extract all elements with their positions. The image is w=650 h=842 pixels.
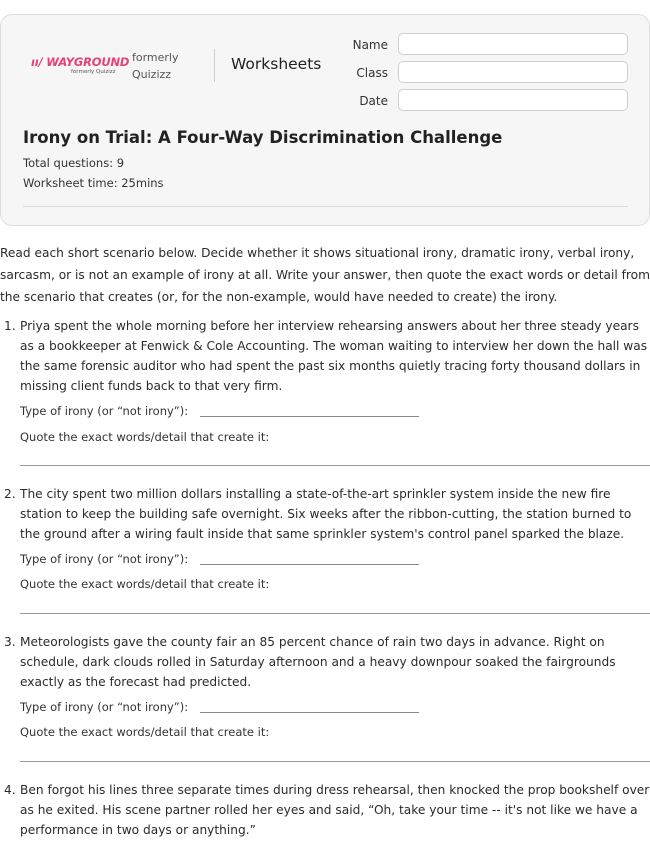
class-field[interactable] [398,61,628,83]
worksheet-header [0,14,650,226]
question-text: Priya spent the whole morning before her interview rehearsing answers about her three steady years as a bookkeeper at Fenwick & Cole Accounting. The woman waiting to interview her down the hall was the same forensic auditor who had spent the past six months quietly tracing forty thousand dollars in missing client funds back to that very firm. [20,319,648,393]
header-divider [214,49,215,82]
name-label: Name [352,38,388,52]
type-prompt: Type of irony (or “not irony”): [20,552,189,566]
quote-prompt: Quote the exact words/detail that create it: [20,577,270,591]
type-prompt: Type of irony (or “not irony”): [20,404,189,418]
type-answer-line[interactable] [200,564,419,565]
worksheet-title: Irony on Trial: A Four-Way Discrimination Challenge [23,128,503,147]
worksheet-time: Worksheet time: 25mins [23,176,164,190]
instructions-text: Read each short scenario below. Decide whether it shows situational irony, dramatic irony, verbal irony, sarcasm, or is not an example of irony at all. Write your answer, then quote the exact words or detail from the scenario that creates (or, for the non-example, would have needed to create) the irony. [0,246,650,304]
question-number: 1. [4,319,16,333]
question-text: Meteorologists gave the county fair an 85 percent chance of rain two days in advance. Right on schedule, dark clouds rolled in Saturday afternoon and a heavy downpour soaked the fairgrounds exactly as the forecast had predicted. [20,635,616,689]
question-number: 3. [4,635,16,649]
quote-answer-line[interactable] [20,465,650,466]
formerly-quizizz-text: formerly Quizizz [132,51,179,81]
quote-prompt: Quote the exact words/detail that create it: [20,430,270,444]
class-label: Class [356,66,388,80]
quote-answer-line[interactable] [20,613,650,614]
total-questions: Total questions: 9 [23,156,125,170]
question-number: 2. [4,487,16,501]
type-prompt: Type of irony (or “not irony”): [20,700,189,714]
quote-answer-line[interactable] [20,761,650,762]
question-text: The city spent two million dollars installing a state-of-the-art sprinkler system inside the new fire station to keep the building safe overnight. Six weeks after the ribbon-cutting, the station burned to the ground after a wiring fault inside that same sprinkler system's control panel sparked the blaze. [20,487,632,541]
logo-bars-icon: ıı/ [31,55,47,69]
question-number: 4. [4,783,16,797]
date-field[interactable] [398,89,628,111]
wayground-logo [31,55,130,77]
type-answer-line[interactable] [200,712,419,713]
logo-subtext: formerly Quizizz [71,69,116,75]
type-answer-line[interactable] [200,416,419,417]
header-bottom-divider [23,206,628,207]
question-text: Ben forgot his lines three separate times during dress rehearsal, then knocked the prop bookshelf over as he exited. His scene partner rolled her eyes and said, “Oh, take your time -- it's not like we have a performance in two days or anything.” [20,783,650,837]
date-label: Date [359,94,388,108]
name-field[interactable] [398,33,628,55]
logo-wordmark: ıı/ WAYGROUND [31,55,130,69]
worksheets-label: Worksheets [231,55,322,73]
quote-prompt: Quote the exact words/detail that create it: [20,725,270,739]
